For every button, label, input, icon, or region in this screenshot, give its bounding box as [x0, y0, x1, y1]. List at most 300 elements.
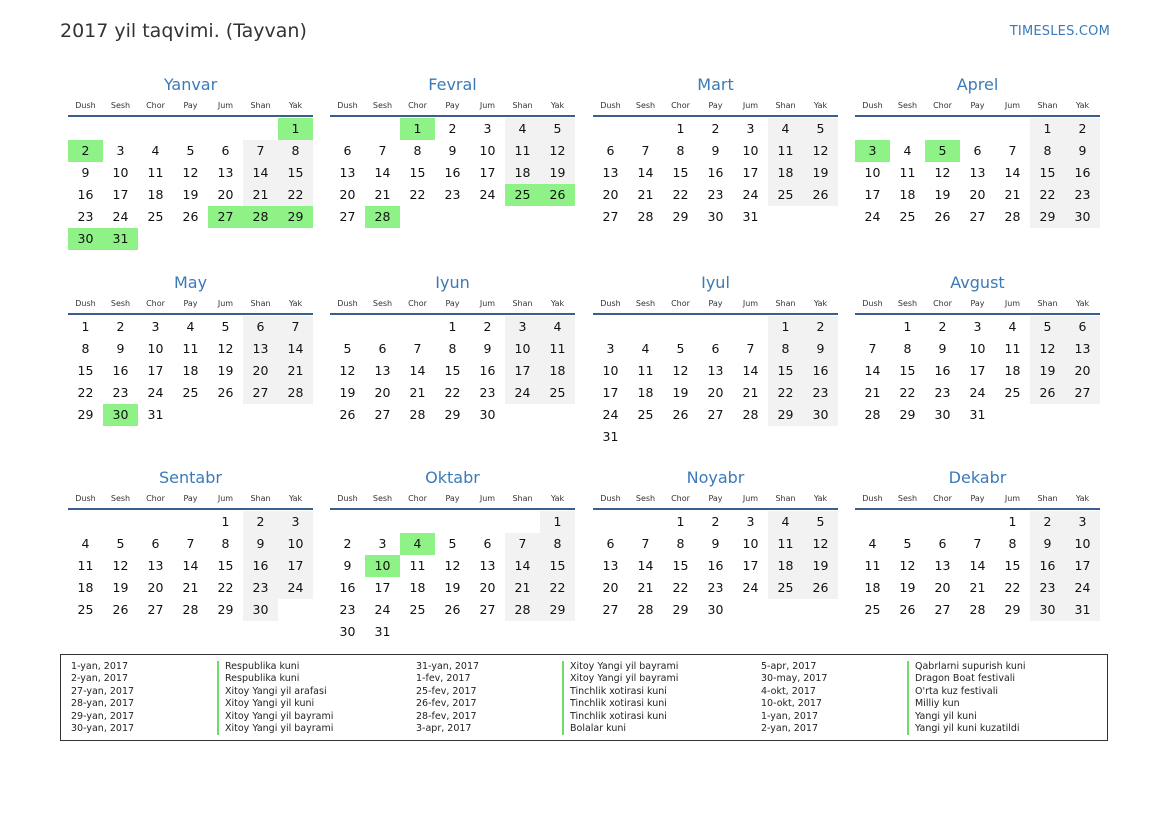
- day-cell: 11: [77, 558, 94, 573]
- empty-cell: [1065, 404, 1100, 426]
- day-cell: 28: [637, 602, 654, 617]
- legend-date: 1-fev, 2017: [416, 673, 471, 685]
- day-cell: 11: [899, 165, 916, 180]
- day-cell: 10: [278, 533, 313, 555]
- day-cell: 16: [444, 165, 461, 180]
- day-cell: 15: [1030, 162, 1065, 184]
- empty-cell: [505, 621, 540, 643]
- weekday-label: Dush: [337, 299, 358, 308]
- day-cell: 26: [182, 209, 199, 224]
- day-cell: 9: [711, 143, 720, 158]
- legend-date: 31-yan, 2017: [416, 661, 480, 672]
- weekday-label: Yak: [1075, 494, 1090, 503]
- day-cell: 26: [339, 407, 356, 422]
- weekday-header: [593, 492, 838, 506]
- day-cell: 4: [540, 316, 575, 338]
- day-cell: 18: [540, 360, 575, 382]
- empty-cell: [505, 404, 540, 426]
- day-cell: 7: [413, 341, 422, 356]
- day-cell: 26: [803, 577, 838, 599]
- legend-holiday-name: O'rta kuz festivali: [907, 686, 1026, 698]
- day-cell: 29: [217, 602, 234, 617]
- day-cell: 24: [147, 385, 164, 400]
- weekday-label: Chor: [671, 299, 690, 308]
- month-name: Avgust: [950, 273, 1005, 292]
- month-name: Sentabr: [159, 468, 222, 487]
- day-cell: 15: [444, 363, 461, 378]
- day-cell: 30: [803, 404, 838, 426]
- day-cell: 12: [1030, 338, 1065, 360]
- empty-cell: [68, 511, 103, 533]
- legend-date: 2-yan, 2017: [761, 722, 818, 734]
- day-cell: 29: [899, 407, 916, 422]
- day-cell: 4: [768, 118, 803, 140]
- day-cell: 10: [505, 338, 540, 360]
- day-cell: 18: [768, 162, 803, 184]
- day-cell: 7: [278, 316, 313, 338]
- legend-holiday-name: Xitoy Yangi yil bayrami: [562, 673, 678, 685]
- weekday-label: Jum: [742, 101, 759, 110]
- month-dekabr: [855, 464, 1100, 621]
- weekday-label: Sesh: [110, 494, 131, 503]
- day-cell: 9: [1065, 140, 1100, 162]
- day-grid: [855, 316, 1100, 426]
- day-cell: 8: [221, 536, 230, 551]
- holiday-day-cell: 25: [505, 184, 540, 206]
- empty-cell: [960, 511, 995, 533]
- holiday-day-cell: 29: [278, 206, 313, 228]
- day-cell: 2: [1030, 511, 1065, 533]
- day-cell: 22: [1004, 580, 1021, 595]
- day-cell: 3: [116, 143, 125, 158]
- day-cell: 25: [637, 407, 654, 422]
- empty-cell: [365, 118, 400, 140]
- legend-holiday-name: Respublika kuni: [217, 661, 333, 673]
- header-rule: [593, 313, 838, 315]
- holiday-day-cell: 26: [540, 184, 575, 206]
- empty-cell: [698, 426, 733, 448]
- empty-cell: [400, 206, 435, 228]
- legend-date: 2-yan, 2017: [71, 673, 128, 685]
- day-cell: 21: [243, 184, 278, 206]
- day-cell: 13: [479, 558, 496, 573]
- legend-holiday-name: Xitoy Yangi yil kuni: [217, 698, 333, 710]
- month-name: Mart: [697, 75, 734, 94]
- day-cell: 11: [637, 363, 654, 378]
- day-cell: 1: [540, 511, 575, 533]
- day-cell: 18: [77, 580, 94, 595]
- day-cell: 23: [803, 382, 838, 404]
- empty-cell: [505, 206, 540, 228]
- day-cell: 12: [339, 363, 356, 378]
- day-cell: 20: [602, 187, 619, 202]
- day-cell: 20: [969, 187, 986, 202]
- empty-cell: [470, 206, 505, 228]
- day-cell: 20: [602, 580, 619, 595]
- legend-holiday-name: Xitoy Yangi yil bayrami: [217, 723, 333, 735]
- day-cell: 19: [444, 580, 461, 595]
- day-cell: 7: [641, 536, 650, 551]
- weekday-label: Chor: [408, 299, 427, 308]
- day-cell: 25: [768, 184, 803, 206]
- empty-cell: [855, 316, 890, 338]
- day-cell: 23: [479, 385, 496, 400]
- weekday-label: Pay: [970, 299, 985, 308]
- month-yanvar: [68, 71, 313, 250]
- weekday-label: Pay: [183, 494, 198, 503]
- day-cell: 4: [903, 143, 912, 158]
- month-fevral: [330, 71, 575, 228]
- weekday-label: Pay: [708, 299, 723, 308]
- header-rule: [855, 115, 1100, 117]
- empty-cell: [243, 228, 278, 250]
- day-cell: 22: [217, 580, 234, 595]
- weekday-label: Sesh: [110, 299, 131, 308]
- day-cell: 15: [77, 363, 94, 378]
- day-cell: 12: [217, 341, 234, 356]
- empty-cell: [768, 599, 803, 621]
- day-cell: 14: [637, 165, 654, 180]
- day-cell: 21: [1004, 187, 1021, 202]
- legend-holiday-name: Yangi yil kuni kuzatildi: [907, 723, 1026, 735]
- day-cell: 7: [641, 143, 650, 158]
- empty-cell: [435, 621, 470, 643]
- month-avgust: [855, 269, 1100, 426]
- day-grid: [855, 511, 1100, 621]
- weekday-label: Chor: [146, 101, 165, 110]
- day-cell: 19: [1030, 360, 1065, 382]
- day-cell: 28: [969, 602, 986, 617]
- day-cell: 1: [81, 319, 90, 334]
- day-cell: 19: [672, 385, 689, 400]
- day-cell: 3: [151, 319, 160, 334]
- day-cell: 26: [444, 602, 461, 617]
- day-cell: 2: [1065, 118, 1100, 140]
- day-cell: 18: [409, 580, 426, 595]
- weekday-label: Pay: [970, 494, 985, 503]
- legend-holiday-name: Qabrlarni supurish kuni: [907, 661, 1026, 673]
- month-iyul: [593, 269, 838, 448]
- day-grid: [68, 511, 313, 621]
- weekday-header: [68, 297, 313, 311]
- day-cell: 13: [374, 363, 391, 378]
- day-cell: 18: [182, 363, 199, 378]
- header-rule: [68, 313, 313, 315]
- weekday-label: Dush: [600, 101, 621, 110]
- day-cell: 9: [483, 341, 492, 356]
- day-cell: 10: [112, 165, 129, 180]
- holiday-day-cell: 2: [68, 140, 103, 162]
- empty-cell: [505, 511, 540, 533]
- day-cell: 17: [864, 187, 881, 202]
- weekday-label: Sesh: [897, 299, 918, 308]
- day-cell: 4: [768, 511, 803, 533]
- day-cell: 24: [602, 407, 619, 422]
- day-cell: 18: [1004, 363, 1021, 378]
- day-cell: 28: [742, 407, 759, 422]
- empty-cell: [470, 511, 505, 533]
- weekday-label: Dush: [600, 299, 621, 308]
- weekday-label: Shan: [1037, 494, 1058, 503]
- weekday-header: [68, 99, 313, 113]
- day-cell: 15: [217, 558, 234, 573]
- day-cell: 13: [969, 165, 986, 180]
- day-cell: 1: [676, 121, 685, 136]
- day-cell: 6: [711, 341, 720, 356]
- weekday-label: Shan: [250, 101, 271, 110]
- day-cell: 18: [899, 187, 916, 202]
- day-cell: 21: [864, 385, 881, 400]
- weekday-label: Sesh: [372, 299, 393, 308]
- weekday-label: Yak: [288, 494, 303, 503]
- month-name: Fevral: [428, 75, 477, 94]
- weekday-label: Jum: [217, 299, 234, 308]
- day-cell: 10: [147, 341, 164, 356]
- day-cell: 30: [707, 602, 724, 617]
- day-cell: 18: [768, 555, 803, 577]
- empty-cell: [593, 511, 628, 533]
- day-cell: 13: [707, 363, 724, 378]
- day-cell: 15: [672, 165, 689, 180]
- weekday-label: Jum: [742, 494, 759, 503]
- weekday-label: Dush: [75, 299, 96, 308]
- month-mart: [593, 71, 838, 228]
- day-cell: 8: [278, 140, 313, 162]
- empty-cell: [435, 206, 470, 228]
- day-cell: 2: [343, 536, 352, 551]
- empty-cell: [278, 228, 313, 250]
- day-cell: 15: [540, 555, 575, 577]
- day-cell: 22: [77, 385, 94, 400]
- day-cell: 31: [602, 429, 619, 444]
- day-cell: 30: [339, 624, 356, 639]
- day-cell: 8: [768, 338, 803, 360]
- day-cell: 15: [409, 165, 426, 180]
- day-cell: 29: [768, 404, 803, 426]
- weekday-label: Chor: [408, 101, 427, 110]
- day-cell: 13: [147, 558, 164, 573]
- holiday-day-cell: 28: [243, 206, 278, 228]
- day-cell: 6: [606, 143, 615, 158]
- day-cell: 31: [969, 407, 986, 422]
- legend-dates-col-1: [71, 661, 134, 735]
- month-name: Oktabr: [425, 468, 480, 487]
- day-cell: 25: [540, 382, 575, 404]
- day-cell: 31: [147, 407, 164, 422]
- legend-holiday-name: Tinchlik xotirasi kuni: [562, 686, 678, 698]
- day-cell: 2: [448, 121, 457, 136]
- weekday-label: Yak: [813, 101, 828, 110]
- day-cell: 18: [147, 187, 164, 202]
- day-cell: 27: [243, 382, 278, 404]
- day-cell: 4: [186, 319, 195, 334]
- empty-cell: [243, 404, 278, 426]
- day-cell: 30: [707, 209, 724, 224]
- day-cell: 17: [1065, 555, 1100, 577]
- day-cell: 20: [374, 385, 391, 400]
- empty-cell: [173, 404, 208, 426]
- day-cell: 13: [934, 558, 951, 573]
- day-cell: 27: [1065, 382, 1100, 404]
- day-cell: 18: [505, 162, 540, 184]
- weekday-label: Sesh: [897, 101, 918, 110]
- day-cell: 12: [899, 558, 916, 573]
- day-cell: 24: [864, 209, 881, 224]
- day-cell: 26: [217, 385, 234, 400]
- legend-date: 1-yan, 2017: [761, 710, 818, 722]
- weekday-header: [330, 99, 575, 113]
- day-cell: 28: [864, 407, 881, 422]
- legend-date: 1-yan, 2017: [71, 661, 128, 672]
- day-cell: 17: [602, 385, 619, 400]
- header-rule: [330, 313, 575, 315]
- weekday-label: Jum: [1004, 299, 1021, 308]
- weekday-label: Chor: [671, 494, 690, 503]
- weekday-label: Yak: [288, 101, 303, 110]
- day-cell: 17: [742, 165, 759, 180]
- day-cell: 9: [448, 143, 457, 158]
- day-cell: 12: [444, 558, 461, 573]
- empty-cell: [1030, 404, 1065, 426]
- day-cell: 8: [448, 341, 457, 356]
- empty-cell: [628, 316, 663, 338]
- day-cell: 25: [899, 209, 916, 224]
- month-oktabr: [330, 464, 575, 643]
- day-cell: 27: [969, 209, 986, 224]
- day-cell: 9: [243, 533, 278, 555]
- weekday-label: Chor: [933, 494, 952, 503]
- empty-cell: [733, 426, 768, 448]
- day-cell: 5: [676, 341, 685, 356]
- day-cell: 23: [934, 385, 951, 400]
- day-cell: 25: [147, 209, 164, 224]
- weekday-label: Dush: [862, 101, 883, 110]
- day-cell: 16: [479, 363, 496, 378]
- empty-cell: [103, 511, 138, 533]
- day-cell: 15: [278, 162, 313, 184]
- holiday-day-cell: 28: [365, 206, 400, 228]
- weekday-label: Jum: [479, 299, 496, 308]
- day-cell: 24: [742, 187, 759, 202]
- empty-cell: [628, 426, 663, 448]
- day-cell: 9: [81, 165, 90, 180]
- weekday-label: Sesh: [635, 299, 656, 308]
- weekday-label: Sesh: [635, 101, 656, 110]
- empty-cell: [400, 316, 435, 338]
- legend-date: 4-okt, 2017: [761, 685, 816, 697]
- legend-date: 26-fev, 2017: [416, 698, 477, 710]
- day-cell: 10: [742, 536, 759, 551]
- day-cell: 25: [77, 602, 94, 617]
- empty-cell: [593, 118, 628, 140]
- empty-cell: [768, 426, 803, 448]
- day-cell: 7: [378, 143, 387, 158]
- empty-cell: [330, 511, 365, 533]
- day-cell: 20: [934, 580, 951, 595]
- day-cell: 29: [672, 602, 689, 617]
- day-cell: 15: [768, 360, 803, 382]
- day-cell: 2: [711, 514, 720, 529]
- day-cell: 11: [147, 165, 164, 180]
- day-cell: 10: [602, 363, 619, 378]
- day-cell: 9: [1030, 533, 1065, 555]
- day-cell: 9: [938, 341, 947, 356]
- day-cell: 12: [672, 363, 689, 378]
- day-cell: 3: [505, 316, 540, 338]
- weekday-label: Yak: [813, 494, 828, 503]
- weekday-label: Shan: [1037, 101, 1058, 110]
- day-cell: 1: [221, 514, 230, 529]
- day-cell: 26: [1030, 382, 1065, 404]
- day-cell: 5: [116, 536, 125, 551]
- day-cell: 12: [182, 165, 199, 180]
- weekday-label: Sesh: [897, 494, 918, 503]
- day-cell: 9: [116, 341, 125, 356]
- day-cell: 6: [1065, 316, 1100, 338]
- day-cell: 23: [1030, 577, 1065, 599]
- month-aprel: [855, 71, 1100, 228]
- day-cell: 30: [479, 407, 496, 422]
- day-cell: 24: [374, 602, 391, 617]
- weekday-label: Pay: [183, 299, 198, 308]
- weekday-header: [855, 492, 1100, 506]
- legend-holiday-name: Bolalar kuni: [562, 723, 678, 735]
- empty-cell: [278, 599, 313, 621]
- day-cell: 16: [1065, 162, 1100, 184]
- weekday-label: Yak: [550, 101, 565, 110]
- empty-cell: [540, 621, 575, 643]
- day-cell: 29: [77, 407, 94, 422]
- empty-cell: [138, 118, 173, 140]
- day-cell: 6: [483, 536, 492, 551]
- weekday-label: Sesh: [110, 101, 131, 110]
- day-cell: 10: [1065, 533, 1100, 555]
- day-cell: 6: [343, 143, 352, 158]
- month-sentabr: [68, 464, 313, 621]
- day-grid: [330, 316, 575, 426]
- day-cell: 11: [182, 341, 199, 356]
- day-cell: 11: [1004, 341, 1021, 356]
- empty-cell: [663, 426, 698, 448]
- weekday-header: [330, 492, 575, 506]
- day-cell: 6: [243, 316, 278, 338]
- weekday-header: [330, 297, 575, 311]
- day-cell: 30: [1065, 206, 1100, 228]
- day-cell: 11: [768, 140, 803, 162]
- day-grid: [593, 316, 838, 448]
- weekday-label: Dush: [75, 494, 96, 503]
- empty-cell: [803, 206, 838, 228]
- day-cell: 17: [112, 187, 129, 202]
- day-cell: 11: [768, 533, 803, 555]
- day-cell: 3: [483, 121, 492, 136]
- legend-dates-col-2: [416, 661, 479, 735]
- empty-cell: [733, 316, 768, 338]
- day-cell: 22: [899, 385, 916, 400]
- legend-names-col-1: [217, 661, 333, 735]
- day-cell: 7: [868, 341, 877, 356]
- empty-cell: [663, 316, 698, 338]
- brand-link[interactable]: TIMESLES.COM: [1009, 24, 1110, 39]
- day-cell: 15: [672, 558, 689, 573]
- day-cell: 24: [505, 382, 540, 404]
- day-cell: 26: [803, 184, 838, 206]
- day-cell: 1: [448, 319, 457, 334]
- day-cell: 19: [899, 580, 916, 595]
- day-cell: 17: [278, 555, 313, 577]
- weekday-label: Shan: [512, 101, 533, 110]
- legend-names-col-3: [907, 661, 1026, 735]
